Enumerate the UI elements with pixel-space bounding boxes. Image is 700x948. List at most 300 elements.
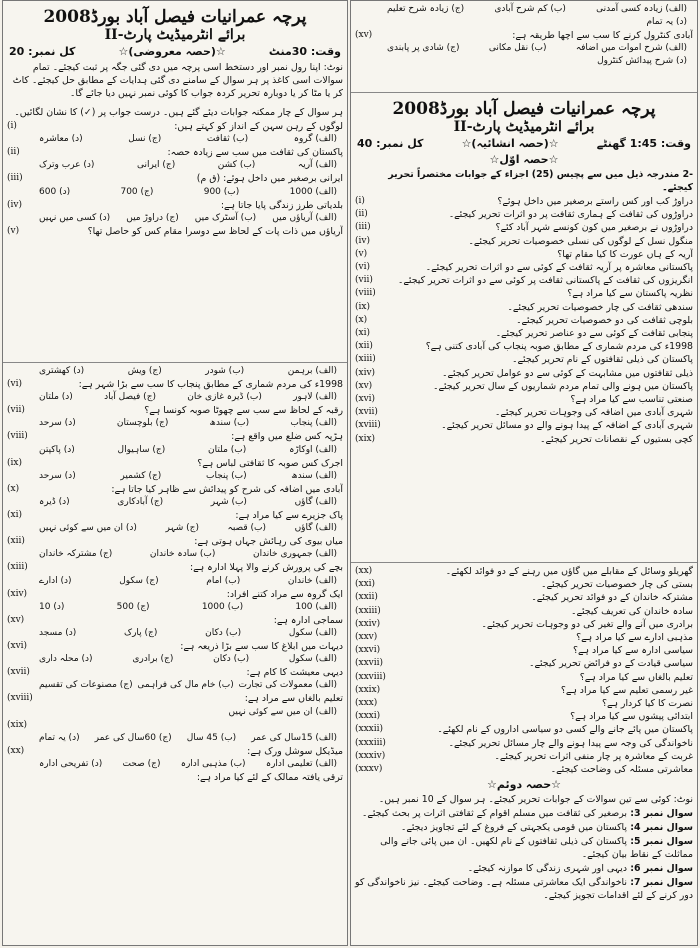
question-row <box>7 172 343 185</box>
question-row <box>7 404 343 417</box>
option-text: (الف) 15سال کی عمر <box>251 732 337 743</box>
question-text: ذیلی ثقافتوں میں مشابہت کے کوئی سے دو عوامل تحریر کیجئے۔ <box>442 367 693 379</box>
options-row <box>7 575 343 588</box>
option-text: (د) ملتان <box>39 392 73 403</box>
question-text: سندھی ثقافت کی چار خصوصیات تحریر کیجئے۔ <box>507 301 693 313</box>
question-number: (vi) <box>355 262 370 273</box>
question-text: معاشرتی مسئلہ کی وضاحت کیجئے۔ <box>550 764 693 776</box>
objective-questions-top <box>7 120 343 238</box>
option-text: (الف) گاؤں <box>294 523 337 534</box>
option-text: (ج) مشترکہ خاندان <box>39 549 113 560</box>
question-row <box>7 719 343 732</box>
option-text: (الف) 100 <box>295 601 337 612</box>
question-number: (xv) <box>7 614 25 625</box>
question-number: (ix) <box>7 457 22 468</box>
options-row <box>7 758 343 771</box>
question-number: (ii) <box>355 209 368 220</box>
option-text: (الف) 1000 <box>289 186 337 197</box>
question-row <box>355 380 693 393</box>
options-row <box>7 159 343 172</box>
option-text: (ج) شہر <box>165 523 199 534</box>
option-text: (ب) نقل مکانی <box>488 43 547 54</box>
q2-instruction: -2 مندرجہ ذیل میں سے پچیس (25) اجزاء کے جوابات مختصراً تحریر کیجئے۔ <box>388 169 693 193</box>
question-row <box>355 327 693 340</box>
question-text: بستی کی چار خصوصیات تحریر کیجئے۔ <box>541 579 693 591</box>
question-row <box>355 353 693 366</box>
question-number: (v) <box>355 248 368 259</box>
options-row <box>355 16 693 29</box>
option-text: (الف) زیادہ کسی آمدنی <box>596 4 687 14</box>
option-text: (ب) شودر <box>205 366 245 376</box>
question-row <box>355 208 693 221</box>
option-text: (الف) خاندان <box>287 575 337 586</box>
question-text: ایک گروہ سے مراد کتنے افراد: <box>226 588 343 600</box>
long-question-number: سوال نمبر 6: <box>627 863 693 875</box>
option-text: (ج) شادی پر پابندی <box>387 43 460 54</box>
option-text: (ج) دراوڑ میں <box>126 212 179 223</box>
part-two-heading: ☆حصہ دوئم☆ <box>486 778 561 792</box>
question-number: (xiv) <box>7 588 28 599</box>
question-number <box>7 771 37 784</box>
option-text: (ج) فیصل آباد <box>104 392 157 403</box>
option-text: (ب) سندھ <box>209 418 250 429</box>
question-row <box>7 225 343 238</box>
question-text: بچے کی پرورش کرنے والا پہلا ادارہ ہے: <box>189 562 343 574</box>
question-text: مذہبی ادارے سے کیا مراد ہے؟ <box>576 632 693 644</box>
question-number: (ii) <box>7 147 20 158</box>
option-text: (ب) ثقافت <box>206 134 249 145</box>
option-text: (الف) معمولات کی تجارت <box>238 680 337 691</box>
question-row <box>355 367 693 380</box>
question-text: رقبہ کے لحاظ سے سب سے چھوٹا صوبہ کونسا ہے؟ <box>144 405 343 417</box>
option-text: (د) کسی میں نہیں <box>39 212 111 223</box>
option-text: (ج) صحت <box>122 759 161 770</box>
question-number: (xii) <box>355 341 373 352</box>
question-number: (viii) <box>355 288 376 299</box>
question-text: پنجابی ثقافت کے کوئی سے دو عناصر تحریر کیجئے۔ <box>495 328 693 340</box>
question-row <box>7 771 343 784</box>
long-question <box>355 835 693 861</box>
question-row <box>355 248 693 261</box>
question-row <box>355 261 693 274</box>
question-number: (xviii) <box>355 420 381 431</box>
option-text: (د) سرحد <box>39 470 76 481</box>
options-row <box>7 679 343 692</box>
left-section: ☆(حصہ معروضی)☆ <box>118 45 226 58</box>
question-row <box>355 221 693 234</box>
question-text: ایرانی برصغیر میں داخل ہوئے: (ق م) <box>196 173 343 185</box>
question-number: (xiv) <box>355 367 376 378</box>
question-text: آریہ کے ہاں عورت کا کیا مقام تھا؟ <box>557 248 693 260</box>
question-number: (xxi) <box>355 579 376 590</box>
question-row <box>7 692 343 705</box>
question-number: (xii) <box>7 536 25 547</box>
objective-questions-bottom <box>7 365 343 784</box>
question-text: سادہ خاندان کی تعریف کیجئے۔ <box>570 605 693 617</box>
options-row <box>7 627 343 640</box>
question-row <box>355 235 693 248</box>
question-number: (xx) <box>355 566 373 576</box>
option-text: (الف) پنجاب <box>290 418 337 429</box>
option-text: (د) مسجد <box>39 628 77 639</box>
option-text: (الف) برہمن <box>287 366 337 376</box>
question-row <box>355 340 693 353</box>
objective-paper <box>3 1 347 363</box>
question-number: (xi) <box>355 328 370 339</box>
question-row <box>355 578 693 591</box>
question-text: پاکستان میں پائے جانے والے کسی دو سیاسی اداروں کے نام لکھئے۔ <box>437 724 693 736</box>
question-row <box>355 195 693 208</box>
left-paper-title: پرچہ عمرانیات فیصل آباد بورڈ2008 <box>43 7 307 27</box>
options-row <box>7 653 343 666</box>
question-number: (xv) <box>355 30 373 40</box>
option-text: (ب) امام <box>206 575 241 586</box>
question-text: لوگوں کے رہن سہن کے انداز کو کہتے ہیں: <box>174 121 343 132</box>
question-text: سیاسی ادارہ سے کیا مراد ہے؟ <box>573 645 693 657</box>
option-text: (د) ڈیرہ <box>39 497 70 508</box>
option-text: (الف) لاہور <box>293 392 337 403</box>
question-text: دراوڑ کب اور کس راستے برصغیر میں داخل ہوئے؟ <box>497 196 693 207</box>
question-text: آریاؤں میں ذات پات کے لحاظ سے دوسرا مقام کس کو حاصل تھا؟ <box>87 225 343 237</box>
right-column <box>350 0 698 946</box>
option-text: (الف) آریاؤں میں <box>272 212 337 223</box>
option-text: (ج) ساہیوال <box>117 444 166 455</box>
question-number: (iii) <box>355 222 371 233</box>
option-text: (ج) برادری <box>132 654 174 665</box>
question-text: مشترکہ خاندان کے دو فوائد تحریر کیجئے۔ <box>531 592 693 604</box>
question-number: (xxxi) <box>355 711 381 722</box>
question-text: ابتدائی پیشوں سے کیا مراد ہے؟ <box>570 711 693 723</box>
question-text: سماجی ادارہ ہے: <box>273 614 343 626</box>
option-text: (ج) 700 <box>120 186 154 197</box>
question-number: (viii) <box>7 431 28 442</box>
long-questions <box>355 807 693 902</box>
options-row <box>7 186 343 199</box>
option-text: (الف) تعلیمی ادارہ <box>265 759 337 770</box>
option-text: (ج) ویش <box>127 366 162 376</box>
question-row <box>355 737 693 750</box>
question-number: (xxix) <box>355 684 381 695</box>
option-text: (ب) آسٹرک میں <box>194 212 257 223</box>
subjective-paper-continued <box>351 563 697 945</box>
question-number: (xiii) <box>355 354 376 365</box>
question-number: (xxiii) <box>355 605 381 616</box>
question-row <box>355 605 693 618</box>
question-text: 1998ء کی مردم شماری کے مطابق پنجاب کا سب سے بڑا شہر ہے: <box>78 379 343 390</box>
short-questions-bottom <box>355 565 693 776</box>
question-row <box>355 406 693 419</box>
options-row <box>7 706 343 719</box>
question-number: (xxvi) <box>355 645 381 656</box>
question-number: (xxxv) <box>355 764 383 775</box>
option-text: (ب) پنجاب <box>205 470 247 481</box>
question-text: آبادی میں اضافہ کی شرح کو پیدائش سے ظاہر کیا جاتا ہے: <box>111 483 343 495</box>
question-number: (iv) <box>7 199 22 210</box>
question-row <box>355 591 693 604</box>
question-text: پاکستان کی ذیلی ثقافتوں کے نام تحریر کیجئے۔ <box>512 354 693 366</box>
option-text: (ب) کشن <box>217 160 256 171</box>
question-row <box>7 483 343 496</box>
question-text: اجرک کس صوبہ کا ثقافتی لباس ہے؟ <box>197 457 343 469</box>
options-row <box>7 417 343 430</box>
question-row <box>355 644 693 657</box>
long-question-text: پاکستان کی ذیلی ثقافتوں کے نام لکھیں۔ ان میں پائی جانے والی مماثلت کے نقاط بیان کیجئے۔ <box>380 836 693 861</box>
question-row <box>7 146 343 159</box>
option-text: (ج) بلوچستان <box>116 418 169 429</box>
options-row <box>7 444 343 457</box>
question-row <box>7 588 343 601</box>
option-text: (الف) گاؤں <box>294 497 337 508</box>
question-number: (xix) <box>7 719 28 730</box>
question-row <box>7 378 343 391</box>
option-text: (ب) ڈیرہ غازی خان <box>187 392 262 403</box>
question-number: (xxxii) <box>355 724 384 735</box>
long-question-number: سوال نمبر 4: <box>627 822 693 834</box>
question-number: (xxii) <box>355 592 378 603</box>
question-number: (xxxiii) <box>355 737 386 748</box>
option-text: (ج) مصنوعات کی تقسیم <box>39 680 133 691</box>
right-paper-subtitle: برائے انٹرمیڈیٹ پارٹ-II <box>453 119 595 135</box>
question-number: (xxxiv) <box>355 750 386 761</box>
question-text: ہڑپہ کس ضلع میں واقع ہے: <box>231 431 343 443</box>
question-text: منگول نسل کے لوگوں کی نسلی خصوصیات تحریر کیجئے۔ <box>468 235 693 247</box>
option-text: (د) سرحد <box>39 418 76 429</box>
long-question-text: دیہی اور شہری زندگی کا موازنہ کیجئے۔ <box>467 863 628 875</box>
question-row <box>355 393 693 406</box>
option-text: (ج) نسل <box>128 134 162 145</box>
right-time: وقت: 1:45 گھنٹے <box>596 137 691 150</box>
question-number: (iii) <box>7 173 23 184</box>
question-row <box>355 710 693 723</box>
question-number: (i) <box>355 196 365 206</box>
question-row <box>355 684 693 697</box>
left-time: وقت: 30منٹ <box>268 45 341 58</box>
options-row <box>7 470 343 483</box>
question-text: انگریزوں کی ثقافت کے پاکستانی ثقافت پر کوئی سے دو اثرات تحریر کیجئے۔ <box>397 275 693 287</box>
left-column <box>2 0 348 946</box>
option-text: (الف) اوکاڑہ <box>289 444 337 455</box>
previous-mcq-fragment <box>355 3 693 68</box>
question-row <box>355 301 693 314</box>
option-text: (د) تفریحی ادارہ <box>39 759 103 770</box>
question-text: دراوڑوں کی ثقافت کے ہماری ثقافت پر دو اثرات تحریر کیجئے۔ <box>448 209 693 221</box>
left-paper-meta <box>9 45 341 58</box>
question-row <box>355 29 693 42</box>
question-number: (xix) <box>355 433 376 444</box>
options-row <box>7 522 343 535</box>
question-number: (xvi) <box>355 394 376 405</box>
options-row <box>355 55 693 68</box>
option-text: (د) معاشرہ <box>39 134 83 145</box>
question-text: شہری آبادی کے اضافہ کے پیدا ہونے والے دو مسائل تحریر کیجئے۔ <box>441 420 693 432</box>
long-question <box>355 807 693 820</box>
question-text: سیاسی قیادت کے دو فرائض تحریر کیجئے۔ <box>528 658 693 670</box>
question-row <box>7 561 343 574</box>
question-number: (vi) <box>7 379 22 389</box>
question-text: آبادی کنٹرول کرنے کا سب سے اچھا طریقہ ہے: <box>512 30 693 41</box>
question-text: تعلیم بالغاں سے کیا مراد ہے؟ <box>579 671 693 683</box>
options-row <box>7 391 343 404</box>
question-text: 1998ء کی مردم شماری کے مطابق صوبہ پنجاب کی آبادی کتنی ہے؟ <box>425 341 693 353</box>
option-text: (ب) 45 سال <box>186 732 237 743</box>
question-text: دیہی معیشت کا کام ہے: <box>246 667 343 679</box>
part-one-heading: ☆حصہ اوّل☆ <box>489 153 559 166</box>
right-paper-meta <box>357 137 691 150</box>
question-number: (xiii) <box>7 562 28 573</box>
option-text: (ج) 500 <box>116 601 150 612</box>
long-question <box>355 862 693 875</box>
objective-paper-continued <box>3 363 347 945</box>
option-text: (د) ان میں سے کوئی نہیں <box>39 523 137 534</box>
question-row <box>7 199 343 212</box>
question-text: پاکستان کی ثقافت میں سب سے زیادہ حصہ: <box>167 147 343 159</box>
question-text: غیر رسمی تعلیم سے کیا مراد ہے؟ <box>560 684 693 696</box>
option-text: (الف) سندھ <box>291 470 337 481</box>
question-number: (xvi) <box>7 641 28 652</box>
option-text: (ج) 60سال کی عمر <box>94 732 172 743</box>
question-number: (xviii) <box>7 693 33 704</box>
option-text: (الف) جمہوری خاندان <box>252 549 337 560</box>
long-question-text: ناخواندگی ایک معاشرتی مسئلہ ہے۔ وضاحت کیجئے۔ نیز ناخواندگی کو دور کرنے کے لئے اقدامات تجویز کیجئے۔ <box>354 877 693 902</box>
option-text: (د) محلہ داری <box>39 654 93 665</box>
options-row <box>7 212 343 225</box>
question-row <box>355 750 693 763</box>
option-text: (ب) 900 <box>203 186 240 197</box>
options-row <box>7 365 343 378</box>
option-text: (د) کھشتری <box>39 366 85 376</box>
option-text: (الف) آریہ <box>297 160 337 171</box>
question-row <box>7 509 343 522</box>
question-row <box>355 314 693 327</box>
question-row <box>355 419 693 432</box>
question-text: نصرت کا کیا کردار ہے؟ <box>601 698 693 710</box>
question-text: بلوچی ثقافت کی دو خصوصیات تحریر کیجئے۔ <box>516 314 693 326</box>
option-text: (ب) مذہبی ادارہ <box>180 759 246 770</box>
option-text: (ج) کشمیر <box>120 470 162 481</box>
question-row <box>355 657 693 670</box>
option-text: (الف) سکول <box>288 628 337 639</box>
long-question <box>355 821 693 834</box>
part-two-note: نوٹ: کوئی سے تین سوالات کے جوابات تحریر کیجئے۔ ہر سوال کے 10 نمبر ہیں۔ <box>378 794 693 806</box>
question-row <box>355 618 693 631</box>
question-text: ناخواندگی کی وجہ سے پیدا ہونے والے چار مسائل تحریر کیجئے۔ <box>448 737 693 749</box>
question-row <box>355 631 693 644</box>
question-number: (iv) <box>355 235 370 246</box>
option-text: (د) 10 <box>39 601 65 612</box>
options-row <box>7 133 343 146</box>
option-text: (ب) ملتان <box>208 444 247 455</box>
question-number: (vii) <box>355 275 373 286</box>
question-number: (v) <box>7 225 20 236</box>
question-text: دیہات میں ابلاغ کا سب سے بڑا ذریعہ ہے: <box>180 641 343 653</box>
option-text: (ج) سکول <box>119 575 159 586</box>
question-text: پاک جزیرے سے کیا مراد ہے: <box>235 510 343 522</box>
q1-instruction: ہر سوال کے چار ممکنہ جوابات دیئے گئے ہیں۔ درست جواب پر (✓) کا نشان لگائیں۔ <box>14 107 343 118</box>
question-text: میڈیکل سوشل ورک ہے: <box>247 745 343 757</box>
question-number: (xxiv) <box>355 618 381 629</box>
question-text: تعلیم بالغاں سے مراد ہے: <box>244 693 343 705</box>
option-text: (د) شرح پیدائش کنٹرول <box>597 56 687 67</box>
question-row <box>7 614 343 627</box>
question-number: (xi) <box>7 510 22 521</box>
question-text: گھریلو وسائل کے مقابلے میں گاؤں میں رہنے کے دو فوائد لکھئے۔ <box>445 566 693 577</box>
option-text: (ب) شہر <box>210 497 247 508</box>
question-number: (xxvii) <box>355 658 384 669</box>
question-row <box>355 763 693 776</box>
long-question-number: سوال نمبر 7: <box>627 877 693 889</box>
question-number: (xvii) <box>355 407 378 418</box>
option-text: (ب) کم شرح آبادی <box>494 4 566 14</box>
option-text: (ج) پارک <box>124 628 158 639</box>
option-text: (ج) ایرانی <box>137 160 176 171</box>
question-row <box>355 287 693 300</box>
question-row <box>7 120 343 133</box>
option-text: (د) 600 <box>39 186 71 197</box>
left-paper-subtitle: برائے انٹرمیڈیٹ پارٹ-II <box>104 27 246 43</box>
long-question-text: برصغیر کی ثقافت میں مسلم اقوام کے ثقافتی اثرات پر بحث کیجئے۔ <box>361 808 628 820</box>
question-row <box>355 274 693 287</box>
option-text: (ب) 1000 <box>201 601 244 612</box>
option-text: (د) یہ تمام <box>646 17 687 27</box>
question-row <box>355 433 693 446</box>
left-marks: کل نمبر: 20 <box>9 45 76 58</box>
question-row <box>7 430 343 443</box>
question-text: نظریہ پاکستان سے کیا مراد ہے؟ <box>567 288 693 300</box>
question-text: ترقی یافتہ ممالک کے لئے کیا مراد ہے: <box>196 772 343 784</box>
question-row <box>7 640 343 653</box>
option-text: (د) یہ تمام <box>39 732 80 743</box>
subjective-paper <box>351 93 697 563</box>
question-number: (xx) <box>7 745 25 756</box>
question-row <box>7 666 343 679</box>
question-row <box>355 723 693 736</box>
question-number: (xxviii) <box>355 671 386 682</box>
question-number: (xxx) <box>355 698 378 709</box>
options-row <box>7 732 343 745</box>
options-row <box>7 601 343 614</box>
question-number: (i) <box>7 121 17 131</box>
option-text: (ب) سادہ خاندان <box>149 549 216 560</box>
question-number: (ix) <box>355 301 370 312</box>
question-row <box>7 745 343 758</box>
question-text: بلدیاتی طرز زندگی پایا جاتا ہے: <box>220 199 343 211</box>
option-text: (د) ادارے <box>39 575 72 586</box>
question-text: کچی بستیوں کے نقصانات تحریر کیجئے۔ <box>540 433 693 445</box>
question-text: غربت کے معاشرہ پر چار منفی اثرات تحریر کیجئے۔ <box>494 750 693 762</box>
question-row <box>355 671 693 684</box>
option-text: (ب) دکان <box>213 654 250 665</box>
option-text: (ب) دکان <box>205 628 242 639</box>
question-text: پاکستانی معاشرہ پر آریہ ثقافت کے کوئی سے دو اثرات تحریر کیجئے۔ <box>425 262 693 274</box>
question-row <box>7 535 343 548</box>
question-text: دراوڑوں نے برصغیر میں کون کونسے شہر آباد کئے؟ <box>495 222 693 234</box>
options-row <box>7 548 343 561</box>
long-question-text: پاکستان میں قومی یکجہتی کے فروغ کے لئے تجاویز دیجئے۔ <box>400 822 628 834</box>
option-text: (ب) خام مال کی فراہمی <box>137 680 234 691</box>
right-paper-title: پرچہ عمرانیات فیصل آباد بورڈ2008 <box>392 99 656 119</box>
question-row <box>355 565 693 578</box>
option-text: (الف) گروہ <box>293 134 337 145</box>
question-number: (xv) <box>355 380 373 391</box>
option-text: (الف) ان میں سے کوئی نہیں <box>228 706 337 717</box>
option-text: (د) پاکپتن <box>39 444 75 455</box>
long-question-number: سوال نمبر 3: <box>627 808 693 820</box>
long-question-number: سوال نمبر 5: <box>627 836 693 848</box>
right-marks: کل نمبر: 40 <box>357 137 424 150</box>
option-text: (الف) شرح اموات میں اضافہ <box>575 43 687 54</box>
option-text: (د) عرب وترک <box>39 160 95 171</box>
option-text: (ب) قصبہ <box>227 523 266 534</box>
